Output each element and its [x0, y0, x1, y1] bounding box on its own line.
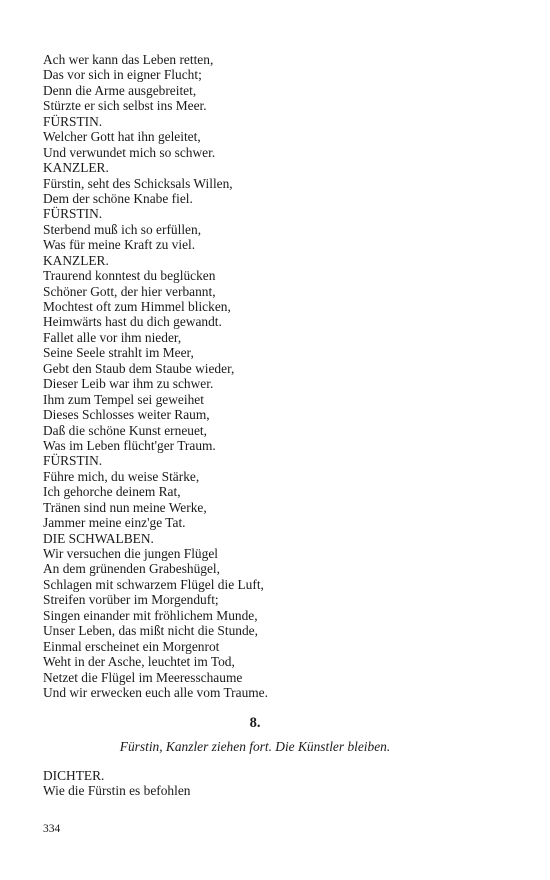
verse-line: Unser Leben, das mißt nicht die Stunde, [43, 623, 258, 639]
stage-direction: Fürstin, Kanzler ziehen fort. Die Künstler bleiben. [119, 739, 391, 754]
verse-line: Einmal erscheinet ein Morgenrot [43, 638, 220, 654]
verse-line: Traurend konntest du beglücken [43, 268, 216, 284]
verse-line: Mochtest oft zum Himmel blicken, [43, 299, 231, 314]
speaker-label: FÜRSTIN. [43, 206, 103, 222]
verse-line: Dieser Leib war ihm zu schwer. [43, 376, 214, 392]
verse-line: Ich gehorche deinem Rat, [43, 484, 181, 500]
speaker-label: DICHTER. [43, 768, 105, 783]
verse-line: Dem der schöne Knabe fiel. [43, 190, 193, 206]
verse-line: Stürzte er sich selbst ins Meer. [43, 98, 207, 114]
verse-line: Dieses Schlosses weiter Raum, [43, 407, 210, 423]
verse-line: Gebt den Staub dem Staube wieder, [43, 360, 235, 376]
verse-block [43, 52, 513, 700]
verse-line: Weht in der Asche, leuchtet im Tod, [43, 654, 235, 670]
verse-line: Das vor sich in eigner Flucht; [43, 67, 202, 83]
verse-line: Ach wer kann das Leben retten, [43, 52, 214, 67]
verse-line: Ihm zum Tempel sei geweihet [43, 391, 204, 407]
verse-line: Wir versuchen die jungen Flügel [43, 546, 218, 561]
verse-line: Führe mich, du weise Stärke, [43, 468, 200, 484]
scene-number: 8. [249, 715, 261, 731]
verse-line: Sterbend muß ich so erfüllen, [43, 221, 202, 237]
speaker-label: FÜRSTIN. [43, 113, 103, 129]
verse-line: Was für meine Kraft zu viel. [43, 237, 196, 253]
verse-line: Schöner Gott, der hier verbannt, [43, 283, 216, 299]
verse-line: Wie die Fürstin es befohlen [43, 783, 191, 799]
verse-block-continued [43, 768, 513, 799]
verse-line: An dem grünenden Grabeshügel, [43, 561, 221, 577]
verse-line: Jammer meine einz'ge Tat. [43, 515, 186, 531]
verse-line: Heimwärts hast du dich gewandt. [43, 314, 222, 330]
verse-line: Singen einander mit fröhlichem Munde, [43, 607, 258, 623]
verse-line: Und wir erwecken euch alle vom Traume. [43, 684, 268, 700]
verse-line: Seine Seele strahlt im Meer, [43, 345, 194, 361]
speaker-label: KANZLER. [43, 252, 109, 268]
verse-line: Fallet alle vor ihm nieder, [43, 329, 182, 345]
verse-line: Netzet die Flügel im Meeresschaume [43, 669, 243, 685]
verse-line: Schlagen mit schwarzem Flügel die Luft, [43, 576, 264, 592]
verse-line: Denn die Arme ausgebreitet, [43, 82, 197, 98]
page-number: 334 [43, 823, 61, 835]
speaker-label: FÜRSTIN. [43, 453, 103, 469]
verse-line: Streifen vorüber im Morgenduft; [43, 592, 219, 608]
verse-line: Was im Leben flücht'ger Traum. [43, 437, 216, 453]
speaker-label: KANZLER. [43, 160, 109, 176]
verse-line: Tränen sind nun meine Werke, [43, 499, 207, 515]
verse-line: Und verwundet mich so schwer. [43, 144, 216, 160]
speaker-label: DIE SCHWALBEN. [43, 530, 154, 546]
verse-line: Fürstin, seht des Schicksals Willen, [43, 175, 233, 191]
verse-line: Daß die schöne Kunst erneuet, [43, 422, 207, 438]
verse-line: Welcher Gott hat ihn geleitet, [43, 129, 201, 145]
